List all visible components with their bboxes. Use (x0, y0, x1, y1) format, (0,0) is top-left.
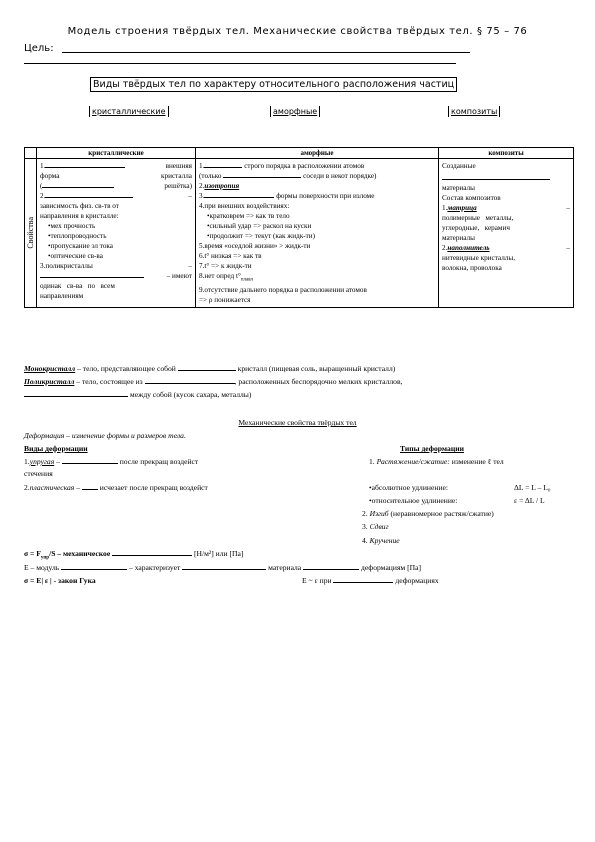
text: => ρ понижается (199, 296, 251, 305)
blank[interactable] (303, 569, 359, 570)
text: пластическая (29, 483, 75, 492)
mech-title: Механические свойства твёрдых тел (238, 418, 357, 427)
blank[interactable] (442, 171, 550, 180)
type-bend (362, 509, 494, 519)
text: после прекращ воздейст (117, 457, 199, 466)
text: – имеют (166, 272, 192, 280)
bullet-text: пропускание эл тока (50, 242, 113, 250)
text: Сдвиг (369, 522, 389, 531)
text: деформациям [Па] (359, 563, 422, 572)
scheme-root: Виды твёрдых тел по характеру относительного расположения частиц (90, 77, 457, 92)
text: 2. (199, 182, 205, 190)
text: 3. (362, 522, 370, 531)
text: 2. (24, 483, 30, 492)
text: 9.отсутствие дальнего порядка в расположении атомов (199, 286, 367, 295)
text: 6.t° низкая => как тв (199, 252, 262, 260)
bullet-text: мех прочность (50, 222, 96, 230)
formula-stress (24, 549, 243, 564)
blank[interactable] (223, 177, 301, 178)
goal-label: Цель: (24, 43, 54, 54)
text: 4.при внешних воздействиях: (199, 202, 290, 210)
text: волокна, проволока (442, 264, 502, 272)
goal-blank-2[interactable] (24, 63, 456, 64)
text: 2. (442, 244, 448, 252)
text: исчезает после прекращ воздейст (97, 483, 208, 492)
text: наполнитель (447, 244, 490, 252)
text: (неравномерное растяж/сжатие) (388, 509, 494, 518)
type-torsion (362, 536, 400, 546)
text: 7.t° => к жидк-ти (199, 262, 252, 270)
text: 1. (24, 457, 30, 466)
text: (только (199, 172, 222, 180)
blank[interactable] (182, 569, 266, 570)
types-title: Типы деформации (400, 444, 464, 453)
text: кристалла (161, 172, 192, 180)
text: 2. (362, 509, 370, 518)
blank[interactable] (40, 277, 144, 278)
text: σ = F (24, 549, 41, 558)
text: 1. (369, 457, 377, 466)
text: 8.нет опред t° (199, 272, 241, 280)
text: – (566, 204, 570, 212)
scheme-kind-composite: композиты (448, 106, 500, 117)
blank[interactable] (145, 383, 235, 384)
bullet-text: кратковрем => как тв тело (209, 212, 290, 220)
text: Состав композитов (442, 194, 501, 202)
text: – (74, 483, 82, 492)
kind-elastic (24, 457, 198, 467)
text: материала (266, 563, 304, 572)
text: 1. (40, 162, 46, 170)
bullet-text: продолжит => текут (как жидк-ти) (209, 232, 315, 240)
text: – характеризует (127, 563, 183, 572)
text: [Н/м²] или [Па] (192, 549, 244, 558)
scheme-kind-crystal: кристаллические (89, 106, 169, 117)
text: 2. (40, 192, 46, 200)
blank[interactable] (42, 187, 114, 188)
header-amorph: аморфные (196, 148, 439, 159)
rel-elongation: •относительное удлинение: (369, 496, 458, 505)
text: решётка) (164, 182, 192, 190)
blank[interactable] (204, 167, 242, 168)
text: углеродные, керамич (442, 224, 510, 232)
text: упр (40, 555, 50, 561)
text: 3.поликристаллы (40, 262, 93, 270)
text: Созданные (442, 162, 476, 170)
blank[interactable] (62, 463, 118, 464)
blank[interactable] (61, 569, 127, 570)
crystal-cell: 1. внешняя форма кристалла ( решётка) 2. – зависимость физ. св-тв от направления в кристалле: •мех прочность •теплопроводность •пропускание эл тока •оптические св-ва 3.поликристаллы – – имеют одинак св-ва по всем направлениям (37, 159, 196, 308)
blank[interactable] (178, 370, 236, 371)
mono-definition (24, 364, 395, 374)
text: E ~ ε при (302, 576, 334, 585)
properties-table (24, 147, 574, 308)
blank[interactable] (112, 555, 192, 556)
text: 1. (199, 162, 205, 170)
text: деформациях (393, 576, 439, 585)
type-tension (369, 457, 504, 467)
text: полимерные металлы, (442, 214, 514, 222)
text: 1. (442, 204, 448, 212)
type-shear (362, 522, 389, 532)
text: формы поверхности при изломе (276, 192, 375, 200)
table-corner (25, 148, 37, 159)
blank[interactable] (333, 582, 393, 583)
text: строго порядка в расположении атомов (244, 162, 365, 170)
abs-elongation-formula: ΔL = L – L₀ (514, 483, 551, 492)
text: – (54, 457, 62, 466)
blank[interactable] (24, 396, 128, 397)
text: – тело, представляющее собой (75, 364, 178, 373)
text: плавл (240, 277, 254, 283)
side-cell (25, 159, 37, 308)
text: нитевидные кристаллы, (442, 254, 515, 262)
text: зависимость физ. св-тв от (40, 202, 119, 210)
text: между собой (кусок сахара, металлы) (128, 390, 252, 399)
composite-cell (439, 159, 574, 308)
text: кристалл (пищевая соль, выращенный кристалл) (235, 364, 396, 373)
text: – (188, 262, 192, 270)
term: Монокристалл (24, 364, 76, 373)
bullet-text: сильный удар => раскол на куски (209, 222, 312, 230)
formula-proportional (302, 576, 439, 586)
text: – (566, 244, 570, 252)
text: – тело, состоящее из (74, 377, 145, 386)
text: упругая (29, 457, 55, 466)
text: /S – механическое (49, 549, 113, 558)
text: , расположенных беспорядочно мелких кристаллов, (234, 377, 403, 386)
text: – (188, 192, 192, 200)
side-label: Свойства (25, 217, 35, 250)
text: E – модуль (24, 563, 62, 572)
text: форма (40, 172, 60, 180)
kinds-title: Виды деформации (24, 444, 88, 453)
text: изменение ℓ тел (449, 457, 504, 466)
text: внешняя (165, 162, 192, 170)
blank[interactable] (204, 197, 274, 198)
rel-elongation-formula: ε = ΔL / L (514, 496, 545, 505)
text: 5.время «оседлой жизни» > жидк-ти (199, 242, 311, 250)
text: Растяжение/сжатие: (376, 457, 450, 466)
text: Кручение (369, 536, 400, 545)
abs-elongation: •абсолютное удлинение: (369, 483, 448, 492)
text: направления в кристалле: (40, 212, 119, 220)
formula-modulus (24, 563, 421, 573)
text: абсолютное удлинение: (371, 483, 448, 492)
text: – изменение формы и размеров тела. (64, 431, 186, 440)
term: Поликристалл (24, 377, 75, 386)
text: матрица (447, 204, 477, 212)
deformation-definition (24, 431, 186, 441)
text: 3. (199, 192, 205, 200)
text: направлениям (40, 292, 84, 300)
goal-blank[interactable] (62, 52, 470, 53)
poly-definition-2 (24, 390, 251, 400)
text: ( (40, 182, 43, 190)
text: материалы (442, 184, 475, 192)
blank[interactable] (45, 197, 133, 198)
page-title: Модель строения твёрдых тел. Механические свойства твёрдых тел. § 75 – 76 (67, 26, 528, 37)
scheme-kind-amorph: аморфные (270, 106, 320, 117)
header-composite: композиты (439, 148, 574, 159)
bullet-text: теплопроводность (50, 232, 107, 240)
amorph-cell: 1. строго порядка в расположении атомов (только соседи в некот порядке) 2.изотропия 3. формы поверхности при изломе 4.при внешних воздействиях: •кратковрем => как тв тело •сильный удар => раскол на куски •продолжит => текут (как жидк-ти) 5.время «оседлой жизни» > жидк-ти 6.t° низкая => как тв 7.t° => к жидк-ти 8.нет опред $t^\circ_{плавл}$ 9.отсутствие дальнего порядка в расположении атомов => ρ понижается (196, 159, 439, 308)
blank[interactable] (82, 489, 98, 490)
bullet-text: оптические св-ва (50, 252, 103, 260)
text: 4. (362, 536, 370, 545)
kind-plastic (24, 483, 208, 493)
poly-definition (24, 377, 402, 387)
header-crystal: кристаллические (37, 148, 196, 159)
formula-hooke: σ = E| ε | - закон Гука (24, 576, 96, 585)
blank[interactable] (45, 167, 125, 168)
text: относительное удлинение: (371, 496, 458, 505)
text: материалы (442, 234, 475, 242)
kind-elastic-2: стечения (24, 469, 53, 478)
text: одинак св-ва по всем (40, 282, 115, 290)
text: изотропия (204, 182, 240, 190)
text: Изгиб (369, 509, 389, 518)
term: Деформация (24, 431, 65, 440)
text: соседи в некот порядке) (303, 172, 377, 180)
